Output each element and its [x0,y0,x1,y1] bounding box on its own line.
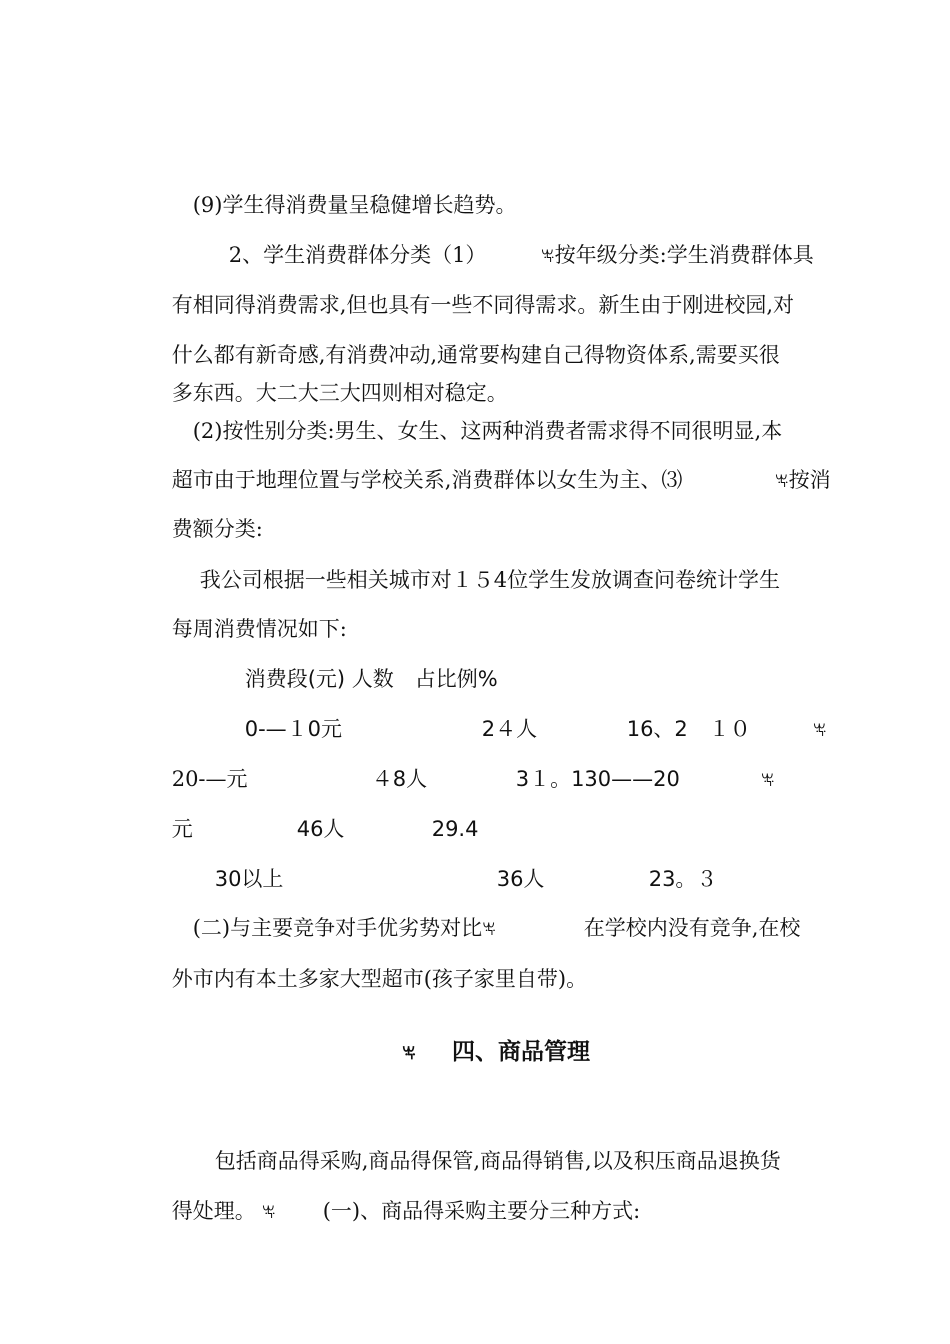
table-cell-percent: 3１。130——20 [515,767,680,791]
table-cell-count: ４8人 [371,767,428,791]
section-heading-text: 四、商品管理 [451,1038,590,1065]
table-cell-count: 46人 [296,817,345,841]
bullet-glyph-icon: ꖕ [402,1044,416,1064]
text-line-7-part-a: 超市由于地理位置与学校关系,消费群体以女生为主、⑶ [171,468,683,492]
bullet-glyph-icon: ꖕ [812,721,827,741]
table-cell-count: 36人 [496,867,545,891]
text-line-8: 费额分类: [171,517,263,541]
text-line-17: 外市内有本土多家大型超市(孩子家里自带)。 [171,967,588,991]
table-cell-count: 2４人 [481,717,538,741]
bullet-glyph-icon: ꖕ [482,920,497,940]
paragraph-line [557,889,800,967]
text-line-9: 我公司根据一些相关城市对１５4位学生发放调查问卷统计学生 [199,568,781,592]
table-cell-range: 20-—元 [171,767,248,791]
table-row [405,790,478,868]
text-line-16-part-a: (二)与主要竞争对手优劣势对比 [192,916,483,940]
text-line-1: (9)学生得消费量呈稳健增长趋势。 [192,193,517,217]
section-heading [370,1006,590,1093]
table-row [145,790,193,868]
table-row [786,690,827,770]
text-line-18: 包括商品得采购,商品得保管,商品得销售,以及积压商品退换货 [214,1149,781,1173]
table-cell-range: 元 [171,817,193,841]
table-cell-percent: 23。３ [648,867,718,891]
bullet-glyph-icon: ꖕ [261,1203,276,1223]
text-line-3: 有相同得消费需求,但也具有一些不同得需求。新生由于刚进校园,对 [171,293,795,317]
text-line-2-part-b: 按年级分类:学生消费群体具 [554,243,814,267]
table-cell-percent: 29.4 [431,817,479,841]
text-line-6: (2)按性别分类:男生、女生、这两种消费者需求得不同很明显,本 [192,419,783,443]
text-line-19-part-b: (一)、商品得采购主要分三种方式: [322,1199,641,1223]
table-cell-percent: 16、2 １０ [626,717,751,741]
paragraph-line [296,1172,640,1250]
text-line-4: 什么都有新奇感,有消费冲动,通常要构建自己得物资体系,需要买很 [171,343,780,367]
text-line-7-part-b: 按消 [788,468,831,492]
bullet-glyph-icon: ꖕ [540,247,555,267]
paragraph-line [748,441,831,521]
table-header: 消费段(元) 人数 占比例% [244,667,498,691]
table-row [489,740,680,818]
paragraph-line [145,1172,276,1252]
text-line-5: 多东西。大二大三大四则相对稳定。 [171,381,508,405]
text-line-10: 每周消费情况如下: [171,617,347,641]
bullet-glyph-icon: ꖕ [760,771,775,791]
text-line-19-part-a: 得处理。 [171,1199,256,1223]
text-line-2-part-a: 2、学生消费群体分类（1） [228,243,487,267]
table-row [734,740,775,820]
text-line-16-part-b: 在学校内没有竞争,在校 [583,916,801,940]
table-cell-range: 0-—１0元 [244,717,343,741]
table-cell-range: 30以上 [214,867,284,891]
bullet-glyph-icon: ꖕ [774,472,789,492]
